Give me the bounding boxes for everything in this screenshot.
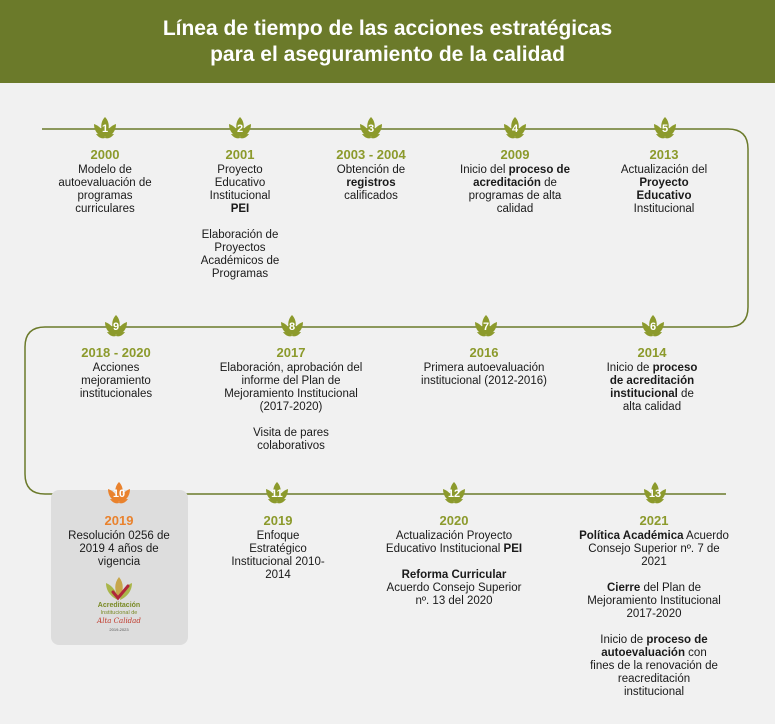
event-text-3: Inicio de proceso de autoevaluación con fines de la renovación de reacreditación institucional [590,634,718,698]
event-2016 [410,345,558,388]
page-title-line-2: para el aseguramiento de la calidad [210,42,565,66]
event-year: 2018 - 2020 [81,345,151,360]
page-title-line-1: Línea de tiempo de las acciones estratégicas [162,16,613,40]
logo-line-3: Alta Calidad [97,617,141,625]
event-text: Primera autoevaluación institucional (2012-2016) [421,362,547,387]
timeline-marker-8 [279,314,305,340]
event-text: Inicio del proceso de acreditación de programas de alta calidad [460,164,570,215]
event-year: 2017 [276,345,306,360]
event-text: Acciones mejoramiento institucionales [79,362,153,400]
marker-number: 1 [101,123,109,135]
event-2018-2020 [60,345,172,401]
event-2014 [600,345,704,414]
event-year: 2020 [439,513,469,528]
event-2019-enfoque [218,513,338,582]
event-text-2: Cierre del Plan de Mejoramiento Institucional 2017-2020 [587,582,721,620]
marker-number: 7 [482,321,490,333]
marker-number: 6 [649,321,657,333]
event-text: Elaboración, aprobación del informe del Plan de Mejoramiento Institucional (2017-2020) [219,362,363,413]
timeline-marker-1 [92,116,118,142]
event-text-2: Reforma Curricular Acuerdo Consejo Superior nº. 13 del 2020 [386,569,522,607]
event-year: 2021 [639,513,669,528]
marker-number: 2 [236,123,244,135]
logo-line-4: 2019-2023 [109,627,129,632]
marker-number: 5 [661,123,669,135]
event-2000 [50,147,160,216]
event-2019-resolution [58,513,180,569]
logo-line-2: Institucional de [100,610,138,616]
event-year: 2013 [649,147,679,162]
event-text: Proyecto Educativo Institucional PEI [209,164,271,215]
marker-number: 12 [447,488,461,500]
timeline-marker-3 [358,116,384,142]
timeline-marker-2 [227,116,253,142]
marker-number: 8 [288,321,296,333]
timeline-marker-9 [103,314,129,340]
event-text: Enfoque Estratégico Institucional 2010-2014 [231,530,325,581]
event-year: 2014 [637,345,667,360]
event-2021 [574,513,734,699]
event-text-2: Visita de pares colaborativos [253,427,329,452]
event-year: 2019 [104,513,134,528]
timeline-marker-5 [652,116,678,142]
event-2020 [376,513,532,608]
laurel-icon [84,575,154,605]
event-text-2: Elaboración de Proyectos Académicos de Programas [200,229,280,280]
timeline-marker-7 [473,314,499,340]
timeline-marker-4 [502,116,528,142]
event-2001 [190,147,290,281]
event-year: 2016 [469,345,499,360]
event-2003-2004 [318,147,424,203]
timeline-marker-6 [640,314,666,340]
event-text: Modelo de autoevaluación de programas curriculares [58,164,152,215]
marker-number: 4 [511,123,519,135]
logo-line-1: Acreditación [97,602,141,609]
event-text: Inicio de proceso de acreditación institucional de alta calidad [606,362,698,413]
event-text: Obtención de registros calificados [336,164,406,202]
event-year: 2000 [90,147,120,162]
marker-number: 11 [271,488,283,500]
timeline-marker-12 [441,481,467,507]
timeline-marker-10 [106,481,132,507]
event-text: Resolución 0256 de 2019 4 años de vigencia [68,530,170,568]
timeline-marker-11 [264,481,290,507]
event-2013 [616,147,712,216]
event-text: Actualización Proyecto Educativo Institucional PEI [385,530,523,555]
event-2009 [456,147,574,216]
event-year: 2003 - 2004 [336,147,406,162]
marker-number: 13 [648,488,662,500]
marker-number: 9 [112,321,120,333]
event-text: Política Académica Acuerdo Consejo Superior nº. 7 de 2021 [579,530,729,568]
event-year: 2009 [500,147,530,162]
event-year: 2019 [263,513,293,528]
timeline-marker-13 [642,481,668,507]
accreditation-logo [84,575,154,635]
marker-number: 3 [367,123,375,135]
event-year: 2001 [225,147,255,162]
marker-number: 10 [112,488,126,500]
event-text: Actualización del Proyecto Educativo Institucional [620,164,708,215]
event-2017 [218,345,364,453]
